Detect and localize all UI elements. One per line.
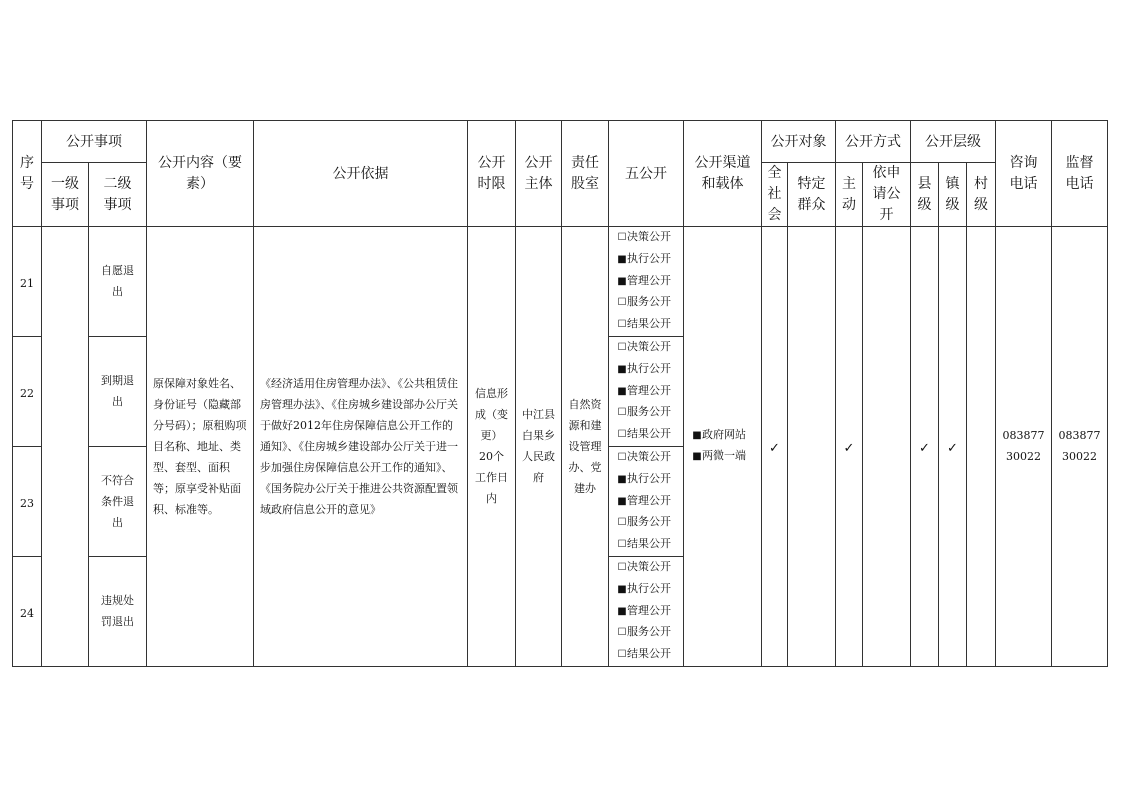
- header-supervise-phone: 监督电话: [1052, 121, 1108, 227]
- dept-cell: 自然资源和建设管理办、党建办: [562, 227, 609, 667]
- disclosure-table: [12, 120, 1108, 667]
- channel-cell: [684, 227, 762, 667]
- check-icon: ✓: [843, 440, 855, 456]
- option-decision: ☐决策公开: [617, 230, 671, 243]
- header-level-county: 县级: [911, 163, 939, 227]
- option-service: ☐服务公开: [617, 405, 671, 419]
- header-level-town: 镇级: [939, 163, 967, 227]
- supervise-phone-cell: 08387730022: [1052, 227, 1108, 667]
- five-open-options: [609, 227, 684, 337]
- header-level-village: 村级: [967, 163, 996, 227]
- target-specific-cell: [788, 227, 836, 667]
- check-icon: ✓: [919, 440, 930, 456]
- option-management: ■管理公开: [617, 603, 671, 617]
- seq-cell: 21: [13, 227, 42, 337]
- level-town-cell: [939, 227, 967, 667]
- header-content: 公开内容（要素）: [147, 121, 254, 227]
- option-service: ☐服务公开: [617, 295, 671, 309]
- header-method-active: 主动: [836, 163, 863, 227]
- header-items-group: 公开事项: [42, 121, 147, 163]
- basis-cell: 《经济适用住房管理办法》、《公共租赁住房管理办法》、《住房城乡建设部办公厅关于做好2012年住房保障信息公开工作的通知》、《住房城乡建设部办公厅关于进一步加强住房保障信息公开工作的通知》、《国务院办公厅关于推进公共资源配置领域政府信息公开的意见》: [254, 227, 468, 667]
- header-subject: 公开主体: [516, 121, 562, 227]
- option-management: ■管理公开: [617, 273, 671, 287]
- header-time-limit: 公开时限: [468, 121, 516, 227]
- consult-phone-cell: 08387730022: [996, 227, 1052, 667]
- method-active-cell: [836, 227, 863, 667]
- option-result: ☐结果公开: [617, 537, 671, 551]
- option-execution: ■执行公开: [617, 361, 671, 375]
- five-open-options: [609, 446, 684, 556]
- five-open-options: [609, 336, 684, 446]
- header-method-group: 公开方式: [836, 121, 911, 163]
- option-service: ☐服务公开: [617, 625, 671, 639]
- level2-cell: 到期退出: [89, 336, 147, 446]
- channel-website: ■政府网站: [692, 427, 746, 441]
- header-target-group: 公开对象: [762, 121, 836, 163]
- header-consult-phone: 咨询电话: [996, 121, 1052, 227]
- option-decision: ☐决策公开: [617, 339, 671, 353]
- level2-cell: 自愿退出: [89, 227, 147, 337]
- header-basis: 公开依据: [254, 121, 468, 227]
- header-target-specific: 特定群众: [788, 163, 836, 227]
- target-all-cell: [762, 227, 788, 667]
- option-decision: ☐决策公开: [617, 449, 671, 463]
- time-limit-cell: 信息形成（变更）20个工作日内: [468, 227, 516, 667]
- option-result: ☐结果公开: [617, 317, 671, 331]
- header-five-open: 五公开: [609, 121, 684, 227]
- check-icon: ✓: [947, 440, 958, 456]
- option-result: ☐结果公开: [617, 647, 671, 661]
- option-service: ☐服务公开: [617, 515, 671, 529]
- header-level2: 二级事项: [89, 163, 147, 227]
- header-channel: 公开渠道和载体: [684, 121, 762, 227]
- option-execution: ■执行公开: [617, 251, 671, 265]
- seq-cell: 23: [13, 446, 42, 556]
- header-target-all: 全社会: [762, 163, 788, 227]
- seq-cell: 22: [13, 336, 42, 446]
- option-management: ■管理公开: [617, 493, 671, 507]
- level2-cell: 违规处罚退出: [89, 556, 147, 666]
- seq-cell: 24: [13, 556, 42, 666]
- content-cell: 原保障对象姓名、身份证号（隐藏部分号码）；原租购项目名称、地址、类型、套型、面积等；原享受补贴面积、标准等。: [147, 227, 254, 667]
- level1-cell: [42, 227, 89, 667]
- table-row: [13, 227, 1108, 337]
- option-execution: ■执行公开: [617, 471, 671, 485]
- channel-wechat-weibo-app: ■两微一端: [692, 449, 746, 463]
- header-level-group: 公开层级: [911, 121, 996, 163]
- level-village-cell: [967, 227, 996, 667]
- option-execution: ■执行公开: [617, 581, 671, 595]
- five-open-options: [609, 556, 684, 666]
- check-icon: ✓: [769, 440, 780, 456]
- header-level1: 一级事项: [42, 163, 89, 227]
- header-seq: 序号: [13, 121, 42, 227]
- option-management: ■管理公开: [617, 383, 671, 397]
- header-method-apply: 依申请公开: [863, 163, 911, 227]
- level-county-cell: [911, 227, 939, 667]
- method-apply-cell: [863, 227, 911, 667]
- level2-cell: 不符合条件退出: [89, 446, 147, 556]
- option-decision: ☐决策公开: [617, 559, 671, 573]
- option-result: ☐结果公开: [617, 427, 671, 441]
- header-dept: 责任股室: [562, 121, 609, 227]
- subject-cell: 中江县白果乡人民政府: [516, 227, 562, 667]
